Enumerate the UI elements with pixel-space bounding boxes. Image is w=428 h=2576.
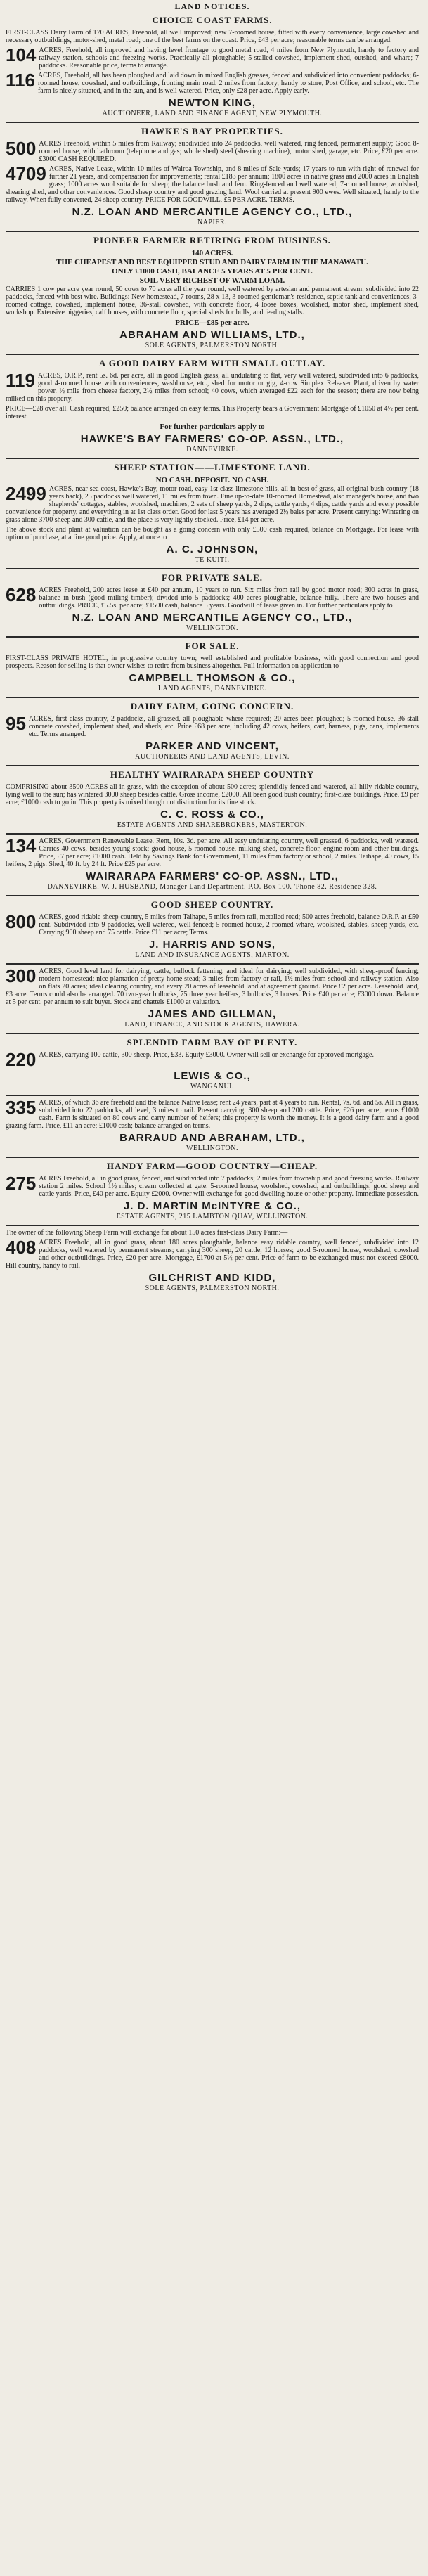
agent-block [6,809,419,829]
paragraph-text: ACRES Freehold, 200 acres lease at £40 per annum, 10 years to run. Six miles from rail by good motor road; 300 acres in grass, balance in bush (good milling timber); divided into 5 paddocks; 400 acres ploughable, balance hilly. There are two houses and outbuildings. PRICE, £5.5s. per acre; £1500 cash, balance 5 years. Goodwill of lease given in. For further particulars apply to [39,586,419,610]
notice-title: HEALTHY WAIRARAPA SHEEP COUNTRY [110,769,315,780]
notice-subheading: 140 ACRES. [191,249,233,257]
agent-address: WELLINGTON. [186,624,238,632]
agent-block [6,543,419,564]
notice-title: HANDY FARM—GOOD COUNTRY—CHEAP. [106,1161,318,1171]
agent-block [6,870,419,891]
agent-name: PARKER AND VINCENT, [145,740,279,752]
acreage-number: 800 [6,911,37,932]
notice-paragraph [6,715,419,738]
divider [6,1033,419,1034]
acreage-number: 275 [6,1173,37,1194]
paragraph-text: COMPRISING about 3500 ACRES all in grass, with the exception of about 500 acres; splendidly fenced and watered, all hilly ridable country, lying well to the sun; has wintered 3000 sheep besides cattle. Gross income, £2000. All been good bush country; first-class buildings. Price, £9 per acre; £1000 cash to go in. This property is mixed though not distinction for its fine stock. [6,783,419,806]
agent-name: J. HARRIS AND SONS, [148,939,276,951]
agent-address: AUCTIONEERS AND LAND AGENTS, LEVIN. [135,753,290,761]
notice-title: A GOOD DAIRY FARM WITH SMALL OUTLAY. [98,358,326,368]
agent-name: GILCHRIST AND KIDD, [148,1272,276,1284]
notice-subheading: NO CASH. DEPOSIT. NO CASH. [155,476,269,484]
agent-address: DANNEVIRKE. W. J. HUSBAND, Manager Land Department. P.O. Box 100. 'Phone 82. Residence 328. [47,883,377,891]
agent-block [6,97,419,117]
notice-paragraph [6,1229,419,1237]
notice-subheading: ONLY £1000 CASH, BALANCE 5 YEARS AT 5 PER CENT. [112,267,313,276]
divider [6,458,419,459]
notice-paragraph [6,46,419,70]
acreage-number: 119 [6,370,35,391]
agent-name: C. C. ROSS & CO., [160,809,264,820]
paragraph-text: ACRES, O.R.P., rent 5s. 6d. per acre, all in good English grass, all undulating to flat, very well watered, subdivided into 6 paddocks, good 4-roomed house with conveniences, washhouse, etc., shed for motor or gig, 4-cow Simplex Releaser Plant, driven by water power. ½ mile from cheese factory, 2½ miles from school; 40 cows, which averaged £22 each for the season; there are now being milked on this property. [6,372,419,403]
divider [6,697,419,698]
agent-name: N.Z. LOAN AND MERCANTILE AGENCY CO., LTD., [72,612,353,624]
notice-paragraph [6,140,419,163]
notice-paragraph [6,1175,419,1198]
agent-name: JAMES AND GILLMAN, [148,1008,277,1020]
notice-paragraph [6,72,419,95]
newspaper-column [6,0,419,1294]
acreage-number: 300 [6,965,37,986]
divider [6,1157,419,1158]
notice-paragraph [6,165,419,204]
agent-block [6,1008,419,1029]
paragraph-text: The owner of the following Sheep Farm will exchange for about 150 acres first-class Dairy Farm:— [6,1229,288,1237]
agent-address: ESTATE AGENTS, 215 LAMBTON QUAY, WELLINGTON. [116,1213,309,1221]
agent-block [6,1132,419,1152]
agent-name: N.Z. LOAN AND MERCANTILE AGENCY CO., LTD., [72,206,353,218]
divider [6,568,419,569]
divider [6,1095,419,1096]
agent-address: AUCTIONEER, LAND AND FINANCE AGENT, NEW PLYMOUTH. [102,110,323,117]
notice-paragraph [6,405,419,420]
agent-name: ABRAHAM AND WILLIAMS, LTD., [119,329,305,341]
paragraph-text: ACRES, Good level land for dairying, cattle, bullock fattening, and ideal for dairying; well subdivided, with sheep-proof fencing; modern homestead; nice plantation of pretty home stead; 3 miles from factory or rail, 1½ miles from school and railway station. Also on flats 20 acres; ideal clearing country, and every 20 acres of leasehold land at agreement ground. Price £2 per acre. Leasehold land, £3 acre. Terms could also be arranged. 70 two-year bullocks, 75 three year heifers, 3 bullocks, 3 horses. Price £40 per acre; £3000 down. Balance at 5 per cent. per annum to suit buyer. Stock and chattels £1000 at valuation. [6,967,419,1006]
notice-paragraph [6,586,419,610]
agent-address: DANNEVIRKE. [186,446,238,453]
notice-title: SHEEP STATION——LIMESTONE LAND. [114,462,311,472]
divider [6,354,419,355]
agent-block [6,939,419,959]
agent-name: HAWKE'S BAY FARMERS' CO-OP. ASSN., LTD., [80,433,344,445]
notice-title: FOR PRIVATE SALE. [161,572,264,583]
agent-name: BARRAUD AND ABRAHAM, LTD., [119,1132,305,1144]
notice-title: HAWKE'S BAY PROPERTIES. [141,126,283,136]
notice-paragraph [6,1099,419,1130]
acreage-number: 500 [6,138,37,159]
agent-name: LEWIS & CO., [174,1070,251,1082]
paragraph-text: ACRES, Freehold, all has been ploughed and laid down in mixed English grasses, fenced and subdivided into convenient paddocks; 6-roomed house, cowshed, and outbuildings, fronting main road, 2 miles from factory, handy to store, Post Office, and school, etc. The farm is nicely situated, and in the sun, and is well watered. Price, only £28 per acre. Apply early. [37,72,419,95]
notice-paragraph [6,783,419,806]
paragraph-text: ACRES Freehold, within 5 miles from Railway; subdivided into 24 paddocks, well watered, ring fenced, permanent supply; Good 8-roomed house, with bathroom (telephone and gas; whole shed) steel (shearing machine), motor shed, garage, etc. Price, £20 per acre. £3000 CASH REQUIRED. [39,140,419,163]
notice-paragraph [6,967,419,1006]
paragraph-text: FIRST-CLASS Dairy Farm of 170 ACRES, Freehold, all well improved; new 7-roomed house, fitted with every convenience, large cowshed and necessary outbuildings, motor-shed, metal road; one of the best farms on the coast. Price, £43 per acre; reasonable terms can be arranged. [6,29,419,44]
notice-title: PIONEER FARMER RETIRING FROM BUSINESS. [93,235,331,245]
paragraph-text: ACRES, near sea coast, Hawke's Bay, motor road, easy 1st class limestone hills, all in best of grass, all original bush country (18 years back), 25 paddocks well watered, 11 miles from town. Fine up-to-date 10-roomed Homestead, also manager's house, and two shepherds' cottages, stables, woolshed, machines, 2 sets of sheep yards, 2 dips, cattle yards, 4 dips, cattle yards and every possible convenience for property, and everything in at 1st class order. Good for last 5 years has averaged 2½ bales per acre. Present carrying: Wintering on grass alone 3700 sheep and 300 cattle, and the place is very lightly stocked. Price, £14 per acre. [6,485,419,524]
divider [6,231,419,232]
divider [6,963,419,965]
agent-address: SOLE AGENTS, PALMERSTON NORTH. [145,342,280,349]
divider [6,895,419,896]
paragraph-text: The above stock and plant at valuation can be bought as a going concern with only £500 cash required, balance on Mortgage. For lease with option of purchase, at a fine good price. Apply, at once to [6,526,419,541]
acreage-number: 95 [6,713,26,734]
notice-paragraph [6,1239,419,1270]
notice-paragraph [6,1051,419,1068]
agent-address: SOLE AGENTS, PALMERSTON NORTH. [145,1284,280,1292]
agent-block [6,672,419,693]
agent-address: NAPIER. [197,219,228,226]
notice-title: GOOD SHEEP COUNTRY. [150,899,274,910]
notice-subheading: SOIL VERY RICHEST OF WARM LOAM. [139,276,285,285]
agent-block [6,1272,419,1292]
paragraph-text: PRICE—£28 over all. Cash required, £250; balance arranged on easy terms. This Property bears a Government Mortgage of £1050 at 4½ per cent. interest. [6,405,419,420]
divider [6,122,419,123]
agent-name: CAMPBELL THOMSON & CO., [129,672,296,684]
divider [6,765,419,766]
agent-address: LAND AND INSURANCE AGENTS, MARTON. [135,951,290,959]
paragraph-text: ACRES, good ridable sheep country, 5 miles from Taihape, 5 miles from rail, metalled road; 500 acres freehold, balance O.R.P. at £50 rent. Subdivided into 9 paddocks, well watered, well fenced; 5-roomed house, 2-roomed whare, woolshed, stables, sheep yards, etc. Carrying 900 sheep and 75 cattle. Price £11 per acre; Terms. [39,913,419,936]
notice-title: DAIRY FARM, GOING CONCERN. [130,701,294,711]
divider [6,636,419,638]
acreage-number: 335 [6,1097,37,1118]
notice-paragraph [6,526,419,541]
notice-paragraph [6,913,419,936]
notice-paragraph [6,485,419,524]
agent-address: WELLINGTON. [186,1145,238,1152]
paragraph-text: ACRES Freehold, all in good grass, fenced, and subdivided into 7 paddocks; 2 miles from township and good freezing works. Railway station 2 miles. School 1½ miles; cream collected at gate. 5-roomed house, woolshed, cowshed, and outbuildings; good sheep and cattle yards. Price, £40 per acre. Equity £2000. Owner will exchange for good dwelling house or other property. Immediate possession. [39,1175,419,1198]
agent-block [6,740,419,761]
agent-address: WANGANUI. [190,1083,234,1090]
paragraph-text: CARRIES 1 cow per acre year round, 50 cows to 70 acres all the year round, well watered by artesian and permanent stream; subdivided into 22 paddocks, fenced with best wire. Buildings: New homestead, 7 rooms, 28 x 13, 3-roomed gentleman's residence, septic tank and conveniences; 3-roomed cottage, cowshed, implement house, 36-stall cowshed, with concrete floor, 4 loose boxes, woolshed, motor shed, implement shed, workshop. Extensive piggeries, calf houses, with concrete floor, special sheds for bulls, and feeding stalls. [6,285,419,316]
notice-title: SPLENDID FARM BAY OF PLENTY. [127,1037,298,1048]
notice-paragraph [6,29,419,44]
agent-address: LAND, FINANCE, AND STOCK AGENTS, HAWERA. [124,1021,300,1029]
agent-block [6,206,419,226]
acreage-number: 116 [6,70,35,91]
agent-name: J. D. MARTIN McINTYRE & CO., [123,1200,301,1212]
agent-block [6,612,419,632]
agent-block [6,329,419,349]
notices-list [6,15,419,1292]
notice-title: FOR SALE. [185,640,240,651]
acreage-number: 628 [6,584,37,605]
agent-block [6,1200,419,1221]
paragraph-text: ACRES, Government Renewable Lease. Rent, 10s. 3d. per acre. All easy undulating country, well grassed, 6 paddocks, well watered. Carries 40 cows, besides young stock; good house, 5-roomed house, milking shed, concrete floor, engine-room and other buildings. Price, £7 per acre; £1000 cash. Held by Savings Bank for Government, 11 miles from factory or school, 2 miles. Taihape, 40 cows, 15 heifers, 2 pigs. Shed, 40 ft. by 24 ft. Price £25 per acre. [6,837,419,868]
agent-block [6,433,419,453]
acreage-number: 408 [6,1237,37,1258]
paragraph-text: ACRES Freehold, all in good grass, about 180 acres ploughable, balance easy ridable country, well fenced, subdivided into 12 paddocks, well watered by permanent streams; carrying 300 sheep, 20 cattle, 12 horses; good 5-roomed house, woolshed, cowshed and other outbuildings. Price, £20 per acre. Mortgage, £1700 at 5½ per cent. Price of farm to be exchanged must not exceed £8000. Hill country, handy to rail. [6,1239,419,1270]
agent-address: LAND AGENTS, DANNEVIRKE. [157,685,267,693]
section-header: LAND NOTICES. [174,1,250,11]
paragraph-text: ACRES, carrying 100 cattle, 300 sheep. Price, £33. Equity £3000. Owner will sell or exchange for approved mortgage. [39,1051,374,1059]
agent-name: WAIRARAPA FARMERS' CO-OP. ASSN., LTD., [86,870,339,882]
divider [6,1225,419,1226]
agent-address: ESTATE AGENTS AND SHAREBROKERS, MASTERTON. [117,821,308,829]
acreage-number: 4709 [6,163,46,184]
notice-subheading: For further particulars apply to [160,423,265,431]
paragraph-text: ACRES, first-class country, 2 paddocks, all grassed, all ploughable where required; 20 acres been ploughed; 5-roomed house, 36-stall concrete cowshed, implement shed, and sheds, etc. Price £68 per acre, including 42 cows, heifers, cart, harness, pigs, cans, implements etc. Terms arranged. [28,715,419,738]
acreage-number: 220 [6,1049,37,1070]
agent-address: TE KUITI. [195,556,230,564]
agent-name: A. C. JOHNSON, [166,543,259,555]
agent-block [6,1070,419,1090]
notice-paragraph [6,837,419,868]
paragraph-text: ACRES, Native Lease, within 10 miles of Wairoa Township, and 8 miles of Sale-yards; 17 years to run with right of renewal for further 21 years, and compensation for improvements; rental £183 per annum; 1800 acres in native grass and 2000 acres in English grass; 1000 acres wool suitable for sheep; the balance bush and fern. Ring-fenced and well watered; 7-roomed house, woolshed, shearing shed, and other conveniences. Good sheep country and good grazing land. Wool carried at present 900 ewes. Well situated, handy to the railway. When fully converted, 24 sheep country. PRICE FOR GOODWILL, £5 PER ACRE. TERMS. [6,165,419,204]
notice-subheading: THE CHEAPEST AND BEST EQUIPPED STUD AND DAIRY FARM IN THE MANAWATU. [56,258,368,266]
acreage-number: 134 [6,835,37,856]
notice-paragraph [6,285,419,316]
notice-title: CHOICE COAST FARMS. [152,15,273,25]
divider [6,833,419,835]
notice-paragraph [6,372,419,403]
paragraph-text: FIRST-CLASS PRIVATE HOTEL, in progressive country town; well established and profitable business, with good connection and good prospects. Reason for selling is that owner wishes to retire from business altogether. Full information on application to [6,655,419,670]
notice-paragraph [6,655,419,670]
acreage-number: 104 [6,44,37,65]
acreage-number: 2499 [6,483,46,504]
notice-subheading: PRICE—£85 per acre. [175,318,249,327]
paragraph-text: ACRES, of which 36 are freehold and the balance Native lease; rent 24 years, part at 4 years to run. Rental, 7s. 6d. and 5s. All in grass, subdivided into 22 paddocks, all level, 3 miles to rail. Present carrying: 300 sheep and 200 cattle. Price, £26 per acre; terms £1000 cash. Farm is situated on 80 cows and carry number of heifers; this property is worth the money. It is a good dairy farm and a good grazing farm. Price, £11 an acre; £1000 cash; balance arranged on terms. [6,1099,419,1130]
paragraph-text: ACRES, Freehold, all improved and having level frontage to good metal road, 4 miles from New Plymouth, handy to factory and railway station, schools and freezing works. Practically all ploughable; 5-stalled cowshed, implement shed, outshed, and whare; 7 paddocks. Reasonable price, terms to arrange. [39,46,419,70]
agent-name: NEWTON KING, [168,97,257,109]
